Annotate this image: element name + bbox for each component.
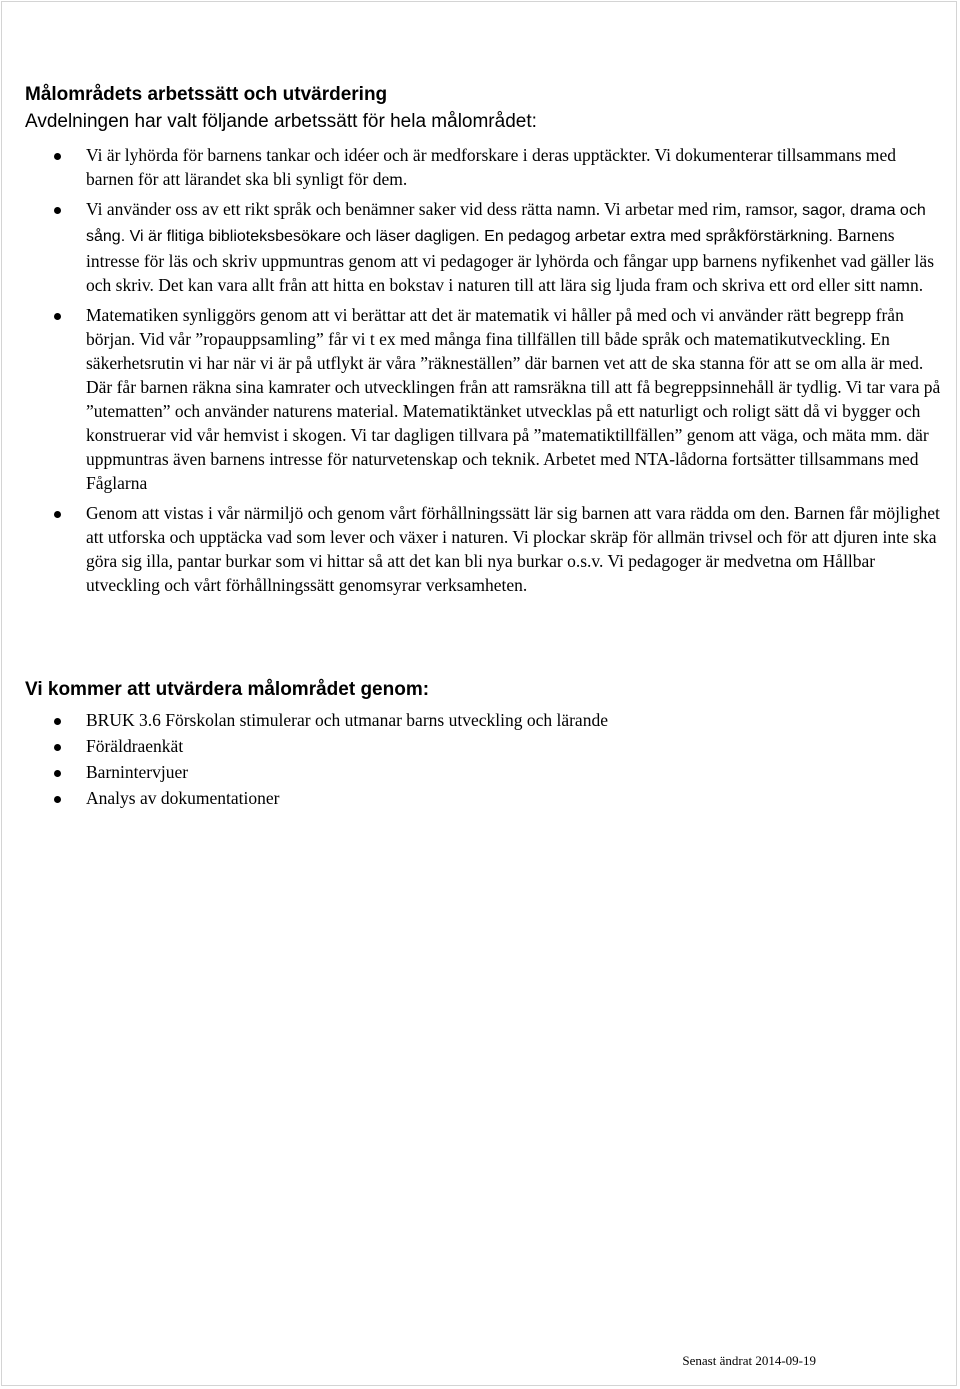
list-item-text-e: Barnens intresse för läs och skriv uppmuntras genom att vi pedagoger är lyhörda och fångar upp barnens nyfikenhet vad gäller läs och skriv. Det kan vara allt från att hitta en bokstav i naturen till att lära sig ljuda fram och skriva ett ord eller sitt namn. [86, 225, 934, 295]
list-item-text-c: Vi är flitiga biblioteksbesökare och läser dagligen. En pedagog arbetar extra [125, 228, 671, 245]
list-item-text: BRUK 3.6 Förskolan stimulerar och utmanar barns utveckling och lärande [86, 710, 608, 730]
list-item-text: Barnintervjuer [86, 762, 189, 782]
list-item-text: Genom att vistas i vår närmiljö och genom vårt förhållningssätt lär sig barnen att vara rädda om den. Barnen får möjlighet att utforska och upptäcka vad som lever och växer i naturen. Vi plockar skräp för allmän trivsel och för att djuren inte ska göra sig illa, pantar burkar som vi hittar så att det kan bli nya burkar o.s.v. Vi pedagoger är medvetna om Hållbar utveckling och vårt förhållningssätt genomsyrar verksamheten. [86, 503, 940, 595]
last-modified-footer: Senast ändrat 2014-09-19 [682, 1353, 816, 1368]
list-item-text-d: med språkförstärkning. [670, 228, 833, 245]
list-item [0, 197, 960, 297]
bullet-icon [54, 718, 61, 725]
list-item-text: Matematiken synliggörs genom att vi berättar att det är matematik vi håller på med och vi använder rätt begrepp från början. Vid vår ”ropauppsamling” får vi t ex med många fina tillfällen till både språk och matematikutveckling. En säkerhetsrutin vi har när vi är på utflykt är våra ”räkneställen” där barnen vet att de ska stanna för att se om alla är med. Där får barnen räkna sina kamrater och utvecklingen från att ramsräkna till att få begreppsinnehåll är tydlig. Vi tar vara på ”utematten” och använder naturens material. Matematiktänket utvecklas på ett naturligt och roligt sätt då vi bygger och konstruerar vid vår hemvist i skogen. Vi tar dagligen tillvara på ”matematiktillfällen” genom att väga, och mäta mm. där uppmuntras även barnens intresse för naturvetenskap och teknik. Arbetet med NTA-lådorna fortsätter tillsammans med Fåglarna [86, 305, 941, 493]
intro-text: Avdelningen har valt följande arbetssätt för hela målområdet: [25, 111, 537, 132]
section-heading: Målområdets arbetssätt och utvärdering [25, 84, 388, 105]
list-item [0, 760, 960, 784]
bullet-icon [54, 313, 61, 320]
list-item [0, 143, 960, 191]
bullet-icon [54, 153, 61, 160]
list-item-text: Analys av dokumentationer [86, 788, 280, 808]
list-item-text-a: Vi använder oss av ett rikt språk och benämner saker vid dess rätta namn. Vi arbetar med rim, ramsor, [86, 199, 798, 219]
evaluation-list [0, 708, 960, 812]
bullet-icon [54, 770, 61, 777]
list-item [0, 501, 960, 597]
list-item [0, 734, 960, 758]
list-item [0, 303, 960, 495]
list-item-text-b: sagor, drama och sång. [86, 202, 926, 245]
bullet-icon [54, 511, 61, 518]
bullet-icon [54, 207, 61, 214]
list-item [0, 708, 960, 732]
evaluation-heading: Vi kommer att utvärdera målområdet genom: [25, 679, 430, 700]
bullet-icon [54, 744, 61, 751]
list-item-text: Föräldraenkät [86, 736, 184, 756]
list-item-text: Vi är lyhörda för barnens tankar och idéer och är medforskare i deras upptäckter. Vi dokumenterar tillsammans med barnen för att lärandet ska bli synligt för dem. [86, 145, 897, 189]
list-item [0, 786, 960, 810]
methods-list [0, 143, 960, 603]
bullet-icon [54, 796, 61, 803]
